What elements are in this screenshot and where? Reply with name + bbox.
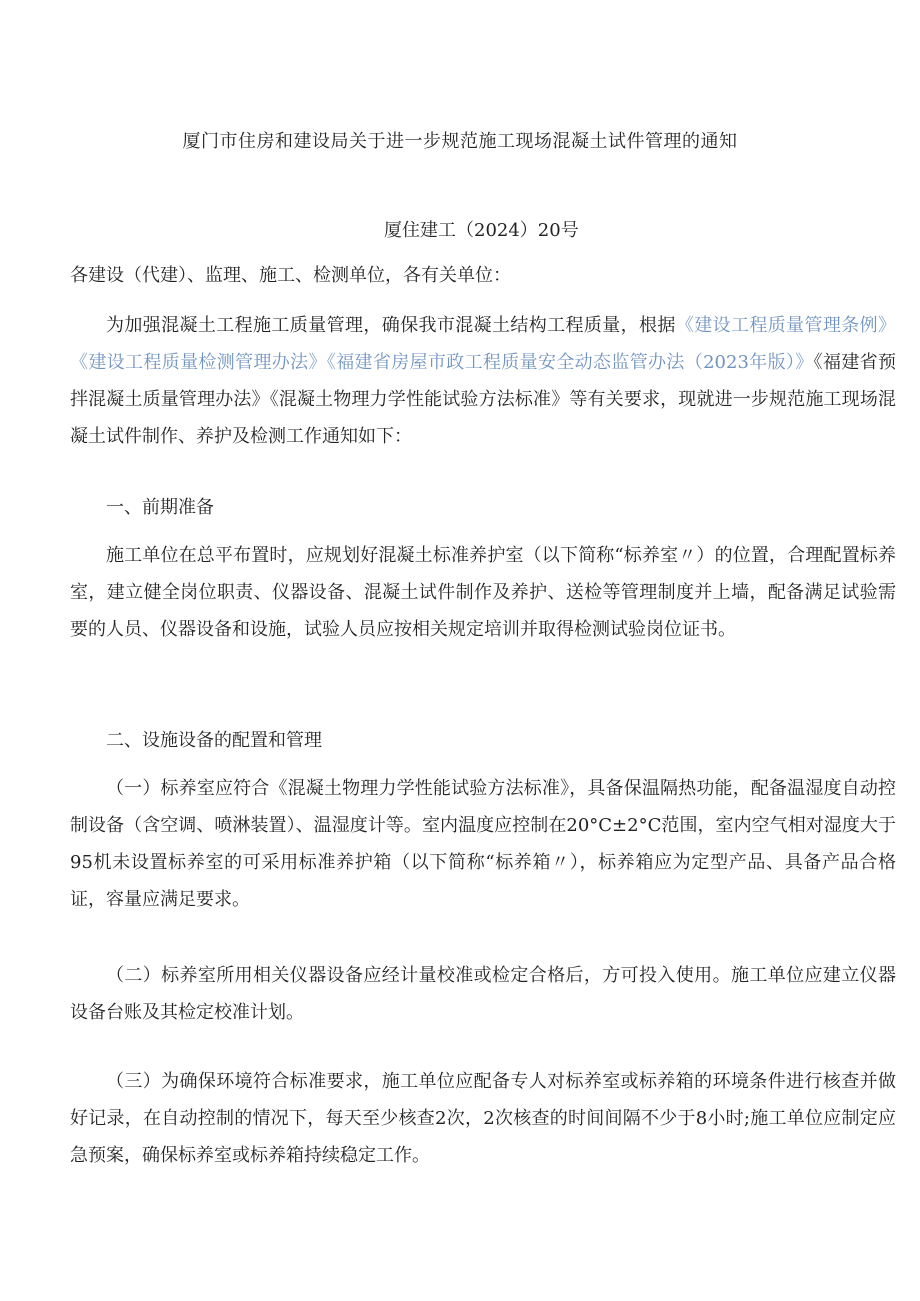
- section-2-item-3: （三）为确保环境符合标准要求，施工单位应配备专人对标养室或标养箱的环境条件进行核查并做好记录，在自动控制的情况下，每天至少核查2次，2次核查的时间间隔不少于8小时;施工单位应制定应急预案，确保标养室或标养箱持续稳定工作。: [70, 1071, 896, 1166]
- intro-text-1: 为加强混凝土工程施工质量管理，确保我市混凝土结构工程质量，根据: [106, 315, 676, 336]
- section-2-heading: 二、设施设备的配置和管理: [106, 730, 322, 751]
- section-2-item-2: （二）标养室所用相关仪器设备应经计量校准或检定合格后，方可投入使用。施工单位应建立仪器设备台账及其检定校准计划。: [70, 965, 896, 1023]
- addressee-line: 各建设（代建）、监理、施工、检测单位，各有关单位：: [70, 265, 511, 286]
- section-2-item-1: （一）标养室应符合《混凝土物理力学性能试验方法标准》，具备保温隔热功能，配备温湿度自动控制设备（含空调、喷淋装置）、温湿度计等。室内温度应控制在20°C±2°C范围，室内空气相对湿度大于95机未设置标养室的可采用标准养护箱（以下简称“标养箱〃），标养箱应为定型产品、具备产品合格证，容量应满足要求。: [70, 778, 896, 910]
- link-quality-testing-measures[interactable]: 《建设工程质量检测管理办法》: [70, 352, 327, 373]
- section-1-heading: 一、前期准备: [106, 497, 214, 518]
- intro-paragraph: [70, 307, 896, 455]
- document-number: 厦住建工（2024）20号: [384, 220, 579, 241]
- link-fujian-dynamic-supervision-measures[interactable]: 《福建省房屋市政工程质量安全动态监管办法（2023年版）》: [326, 352, 814, 373]
- document-title: 厦门市住房和建设局关于进一步规范施工现场混凝土试件管理的通知: [182, 131, 738, 152]
- link-construction-quality-regulation[interactable]: 《建设工程质量管理条例》: [675, 315, 897, 336]
- intro-text-2: 《福建省预拌混凝土质量管理办法》《混凝土物理力学性能试验方法标准》等有关要求，现就进一步规范施工现场混凝土试件制作、养护及检测工作通知如下：: [70, 352, 897, 447]
- section-1-paragraph: 施工单位在总平布置时，应规划好混凝土标准养护室（以下简称“标养室〃）的位置，合理配置标养室，建立健全岗位职责、仪器设备、混凝土试件制作及养护、送检等管理制度并上墙，配备满足试验需要的人员、仪器设备和设施，试验人员应按相关规定培训并取得检测试验岗位证书。: [70, 545, 896, 640]
